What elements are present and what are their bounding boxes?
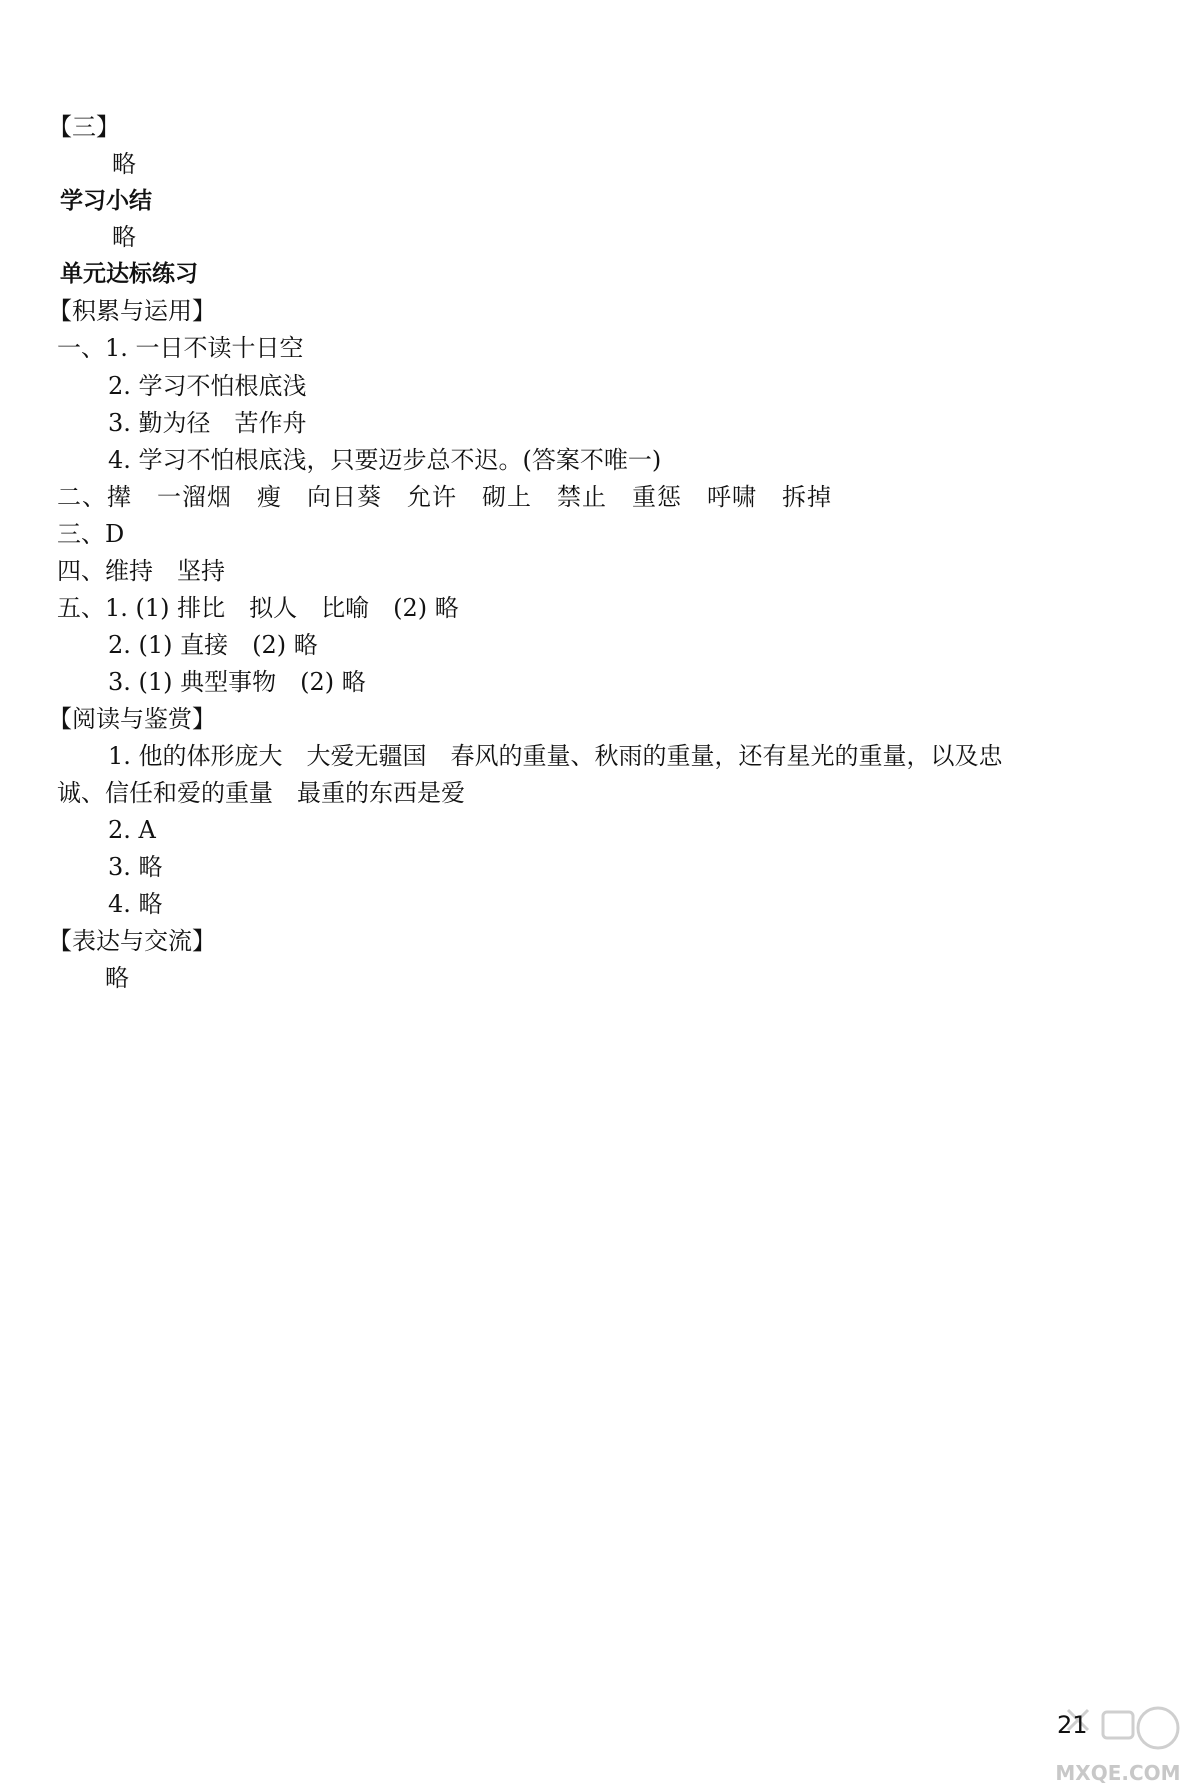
question-1-item-3: 3. 勤为径 苦作舟	[108, 409, 307, 437]
question-3: 三、D	[57, 520, 125, 548]
watermark-text: MXQE.COM	[1055, 1761, 1181, 1785]
study-summary-title: 学习小结	[60, 188, 152, 214]
question-1-item-1: 一、1. 一日不读十日空	[57, 334, 304, 362]
question-5-item-3: 3. (1) 典型事物 (2) 略	[108, 668, 366, 696]
answer-text: 略	[112, 223, 136, 251]
section-header-san: 【三】	[48, 113, 120, 141]
reading-answer-4: 4. 略	[108, 890, 163, 918]
question-5-item-1: 五、1. (1) 排比 拟人 比喻 (2) 略	[57, 594, 459, 622]
page-number: 21	[1057, 1711, 1088, 1739]
question-1-item-4: 4. 学习不怕根底浅，只要迈步总不迟。(答案不唯一)	[108, 446, 662, 474]
question-1-item-2: 2. 学习不怕根底浅	[108, 372, 307, 400]
answer-text: 略	[112, 150, 136, 178]
question-4: 四、维持 坚持	[57, 557, 225, 585]
reading-answer-3: 3. 略	[108, 853, 163, 881]
reading-answer-2: 2. A	[108, 816, 156, 844]
reading-answer-1-line-2: 诚、信任和爱的重量 最重的东西是爱	[57, 779, 465, 807]
answer-text: 略	[105, 964, 129, 992]
section-header-accumulation: 【积累与运用】	[48, 297, 216, 325]
question-2: 二、撵 一溜烟 瘦 向日葵 允许 砌上 禁止 重惩 呼啸 拆掉	[57, 483, 832, 511]
section-header-expression: 【表达与交流】	[48, 927, 216, 955]
question-5-item-2: 2. (1) 直接 (2) 略	[108, 631, 318, 659]
reading-answer-1-line-1: 1. 他的体形庞大 大爱无疆国 春风的重量、秋雨的重量，还有星光的重量，以及忠	[108, 742, 1003, 770]
section-header-reading: 【阅读与鉴赏】	[48, 705, 216, 733]
unit-test-title: 单元达标练习	[60, 261, 198, 287]
